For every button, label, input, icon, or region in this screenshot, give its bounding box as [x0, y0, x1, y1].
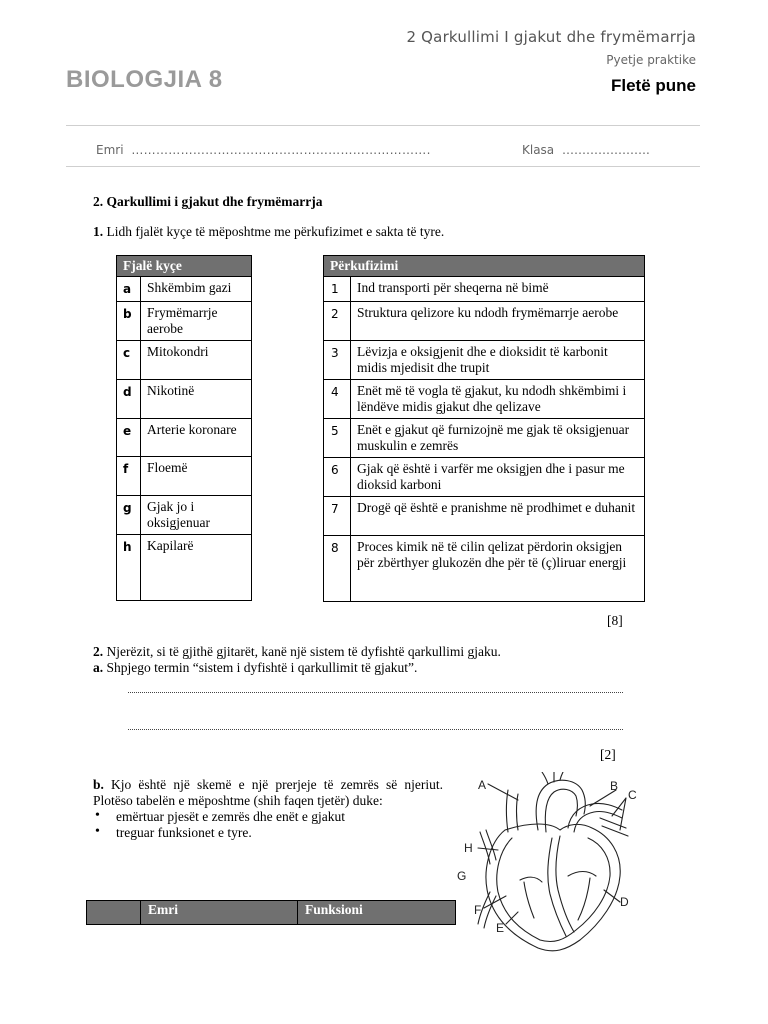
keywords-table [116, 255, 252, 601]
table-row [117, 380, 252, 419]
keyword-term: Kapilarë [141, 535, 252, 601]
definition-number: 8 [324, 536, 351, 602]
question-1-prompt [93, 224, 444, 240]
table-row [324, 497, 645, 536]
keyword-term: Mitokondri [141, 341, 252, 380]
table-row [117, 457, 252, 496]
section-subtitle: Pyetje praktike [606, 53, 696, 67]
definition-number: 5 [324, 419, 351, 458]
definition-text: Enët më të vogla të gjakut, ku ndodh shkëmbimi i lëndëve midis gjakut dhe qelizave [351, 380, 645, 419]
class-dots: …………………. [562, 143, 650, 157]
table-header-letter [87, 901, 141, 925]
question-2a-label: a. [93, 660, 104, 675]
keyword-letter: a [117, 277, 141, 302]
question-2-number: 2. [93, 644, 104, 659]
diagram-label-f: F [474, 903, 482, 917]
table-row [117, 302, 252, 341]
definition-number: 3 [324, 341, 351, 380]
keyword-term: Frymëmarrje aerobe [141, 302, 252, 341]
heart-inner-outline [497, 838, 610, 942]
definition-text: Ind transporti për sheqerna në bimë [351, 277, 645, 302]
table-row [117, 535, 252, 601]
question-2-intro-text: Njerëzit, si të gjithë gjitarët, kanë një sistem të dyfishtë qarkullimi gjaku. [103, 644, 501, 659]
table-row [324, 380, 645, 419]
definition-number: 7 [324, 497, 351, 536]
definitions-table [323, 255, 645, 602]
definition-text: Struktura qelizore ku ndodh frymëmarrje aerobe [351, 302, 645, 341]
table-row [324, 302, 645, 341]
table-row [117, 277, 252, 302]
question-2a-text: Shpjego termin “sistem i dyfishtë i qarkullimit të gjakut”. [103, 660, 418, 675]
question-1-marks: [8] [607, 613, 623, 628]
question-2b-prompt [93, 777, 443, 841]
question-2b-label: b. [93, 777, 104, 792]
keyword-letter: h [117, 535, 141, 601]
section-heading [93, 194, 322, 210]
keyword-term: Floemë [141, 457, 252, 496]
keyword-letter: f [117, 457, 141, 496]
class-label: Klasa [522, 143, 555, 157]
name-dots: ………………………………………………………………. [131, 143, 431, 157]
heart-diagram [450, 772, 650, 954]
diagram-label-a: A [478, 778, 487, 792]
diagram-label-e: E [496, 921, 505, 935]
diagram-label-h: H [464, 841, 473, 855]
keyword-letter: g [117, 496, 141, 535]
keyword-letter: b [117, 302, 141, 341]
answer-line-1[interactable] [128, 692, 623, 693]
header-divider [66, 125, 700, 126]
answer-line-2[interactable] [128, 729, 623, 730]
keyword-term: Arterie koronare [141, 419, 252, 457]
table-row [324, 419, 645, 458]
chapter-title: 2 Qarkullimi I gjakut dhe frymëmarrja [406, 28, 696, 46]
diagram-label-g: G [457, 869, 467, 883]
question-2b-text: Kjo është një skemë e një prerjeje të zemrës së njeriut. Plotëso tabelën e mëposhtme (shih faqen tjetër) duke: [93, 777, 443, 808]
section-number: 2. [93, 194, 104, 209]
definition-text: Lëvizja e oksigjenit dhe e dioksidit të karbonit midis mjedisit dhe trupit [351, 341, 645, 380]
table-row [324, 277, 645, 302]
keyword-letter: c [117, 341, 141, 380]
table-header-name: Emri [141, 901, 298, 925]
keyword-term: Gjak jo i oksigjenuar [141, 496, 252, 535]
question-2a-marks: [2] [600, 747, 616, 762]
table-row [117, 419, 252, 457]
table-row [324, 341, 645, 380]
table-row [324, 536, 645, 602]
diagram-label-d: D [620, 895, 629, 909]
table-header-function: Funksioni [298, 901, 456, 925]
list-item: • emërtuar pjesët e zemrës dhe enët e gjakut [93, 809, 443, 825]
keyword-term: Nikotinë [141, 380, 252, 419]
table-row [117, 341, 252, 380]
list-item: • treguar funksionet e tyre. [93, 825, 443, 841]
definition-text: Enët e gjakut që furnizojnë me gjak të oksigjenuar muskulin e zemrës [351, 419, 645, 458]
table-row [324, 458, 645, 497]
name-label: Emri [96, 143, 124, 157]
definition-number: 4 [324, 380, 351, 419]
class-field[interactable] [522, 143, 650, 157]
diagram-label-b: B [610, 779, 619, 793]
definition-number: 1 [324, 277, 351, 302]
brand-title: BIOLOGJIA 8 [66, 66, 223, 93]
question-2-intro [93, 644, 501, 660]
definition-number: 2 [324, 302, 351, 341]
definition-number: 6 [324, 458, 351, 497]
definition-text: Proces kimik në të cilin qelizat përdorin oksigjen për zbërthyer glukozën dhe për të (ç)liruar energji [351, 536, 645, 602]
worksheet-label: Fletë pune [610, 76, 696, 95]
diagram-label-c: C [628, 788, 637, 802]
question-1-number: 1. [93, 224, 104, 239]
heart-outline [486, 824, 620, 951]
name-field[interactable] [96, 143, 431, 157]
heart-parts-table [86, 900, 456, 925]
section-text: Qarkullimi i gjakut dhe frymëmarrja [103, 194, 323, 209]
question-1-text: Lidh fjalët kyçe të mëposhtme me përkufizimet e sakta të tyre. [103, 224, 445, 239]
table-row [117, 496, 252, 535]
keyword-letter: e [117, 419, 141, 457]
question-2a-prompt [93, 660, 417, 676]
definition-text: Drogë që është e pranishme në prodhimet e duhanit [351, 497, 645, 536]
definition-text: Gjak që është i varfër me oksigjen dhe i pasur me dioksid karboni [351, 458, 645, 497]
keyword-term: Shkëmbim gazi [141, 277, 252, 302]
heart-septum [556, 836, 574, 932]
keywords-header: Fjalë kyçe [117, 256, 252, 277]
superior-vena-cava [507, 790, 509, 832]
instruction-list [93, 809, 443, 841]
keyword-letter: d [117, 380, 141, 419]
definitions-header: Përkufizimi [324, 256, 645, 277]
field-divider [66, 166, 700, 167]
